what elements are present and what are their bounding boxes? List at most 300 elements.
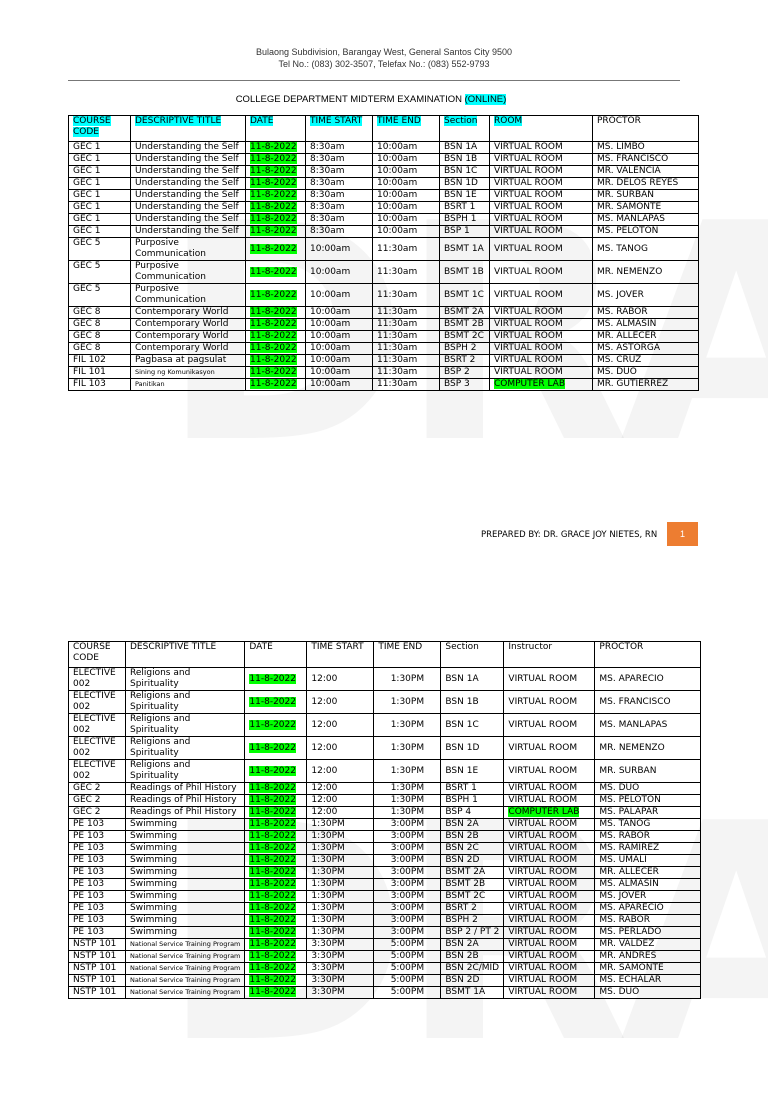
cell-text: MS. TANOG — [599, 819, 651, 829]
cell-text: Purposive Communication — [135, 284, 206, 305]
cell-text: National Service Training Program — [130, 964, 241, 972]
section-cell — [440, 190, 490, 202]
descriptive-title-cell — [126, 903, 245, 915]
time-end-cell — [374, 819, 441, 831]
cell-text: BSPH 2 — [445, 915, 478, 925]
course-code-cell — [69, 963, 126, 975]
cell-text: VIRTUAL ROOM — [494, 142, 563, 152]
descriptive-title-cell — [126, 927, 245, 939]
exam-date-cell — [246, 166, 306, 178]
time-end-cell — [373, 367, 440, 379]
time-end-cell — [373, 214, 440, 226]
cell-text: Understanding the Self — [135, 154, 239, 164]
proctor-cell — [595, 737, 701, 760]
cell-text: 8:30am — [310, 190, 345, 200]
cell-text: Swimming — [130, 831, 178, 841]
cell-text: 10:00am — [310, 379, 351, 389]
time-start-cell — [307, 807, 374, 819]
header-row — [69, 116, 699, 142]
cell-text: 12:00 — [311, 783, 338, 793]
cell-text: 3:30PM — [311, 963, 345, 973]
time-start-cell — [306, 214, 373, 226]
exam-date-cell — [246, 367, 306, 379]
time-end-cell — [374, 987, 441, 999]
room-cell — [490, 379, 593, 391]
cell-text: FIL 102 — [73, 355, 106, 365]
column-header-label: DATE — [249, 642, 273, 652]
prepared-by: PREPARED BY: DR. GRACE JOY NIETES, RN — [481, 530, 658, 540]
exam-date-cell — [245, 987, 307, 999]
course-code-cell — [69, 307, 131, 319]
exam-date-cell — [246, 379, 306, 391]
cell-text: 1:30PM — [390, 719, 425, 730]
cell-text: BSN 2C — [445, 843, 479, 853]
cell-text: 3:00PM — [390, 915, 425, 925]
table-row — [69, 190, 699, 202]
cell-text: Understanding the Self — [135, 202, 239, 212]
section-cell — [441, 737, 504, 760]
proctor-cell — [595, 760, 701, 783]
time-start-cell — [306, 307, 373, 319]
exam-date-cell — [246, 142, 306, 154]
exam-date-cell — [245, 879, 307, 891]
cell-text: 11-8-2022 — [249, 673, 296, 684]
room-cell — [504, 714, 595, 737]
time-end-cell — [373, 178, 440, 190]
cell-text: VIRTUAL ROOM — [494, 343, 563, 353]
cell-text: VIRTUAL ROOM — [494, 226, 563, 236]
section-cell — [440, 154, 490, 166]
table-row — [69, 760, 701, 783]
cell-text: VIRTUAL ROOM — [508, 783, 578, 793]
header-divider — [68, 80, 680, 81]
table-row — [69, 855, 701, 867]
proctor-cell — [593, 379, 699, 391]
cell-text: MS. DUO — [597, 367, 637, 377]
course-code-cell — [69, 903, 126, 915]
room-cell — [490, 142, 593, 154]
course-code-cell — [69, 284, 131, 307]
proctor-cell — [595, 975, 701, 987]
cell-text: Readings of Phil History — [130, 795, 237, 805]
time-start-cell — [306, 379, 373, 391]
course-code-cell — [69, 331, 131, 343]
time-end-cell — [374, 714, 441, 737]
course-code-cell — [69, 367, 131, 379]
cell-text: Understanding the Self — [135, 178, 239, 188]
column-header-label: DESCRIPTIVE TITLE — [130, 642, 217, 652]
cell-text: 11-8-2022 — [249, 915, 296, 925]
exam-date-cell — [245, 819, 307, 831]
cell-text: GEC 1 — [73, 202, 101, 212]
time-start-cell — [306, 261, 373, 284]
cell-text: National Service Training Program — [130, 976, 241, 984]
descriptive-title-cell — [126, 795, 245, 807]
column-header — [126, 642, 245, 668]
time-start-cell — [306, 226, 373, 238]
course-code-cell — [69, 691, 126, 714]
cell-text: BSMT 2B — [445, 879, 486, 889]
cell-text: 5:00PM — [390, 987, 425, 997]
cell-text: Understanding the Self — [135, 226, 239, 236]
cell-text: 12:00 — [311, 807, 338, 817]
time-start-cell — [307, 927, 374, 939]
cell-text: BSN 1B — [445, 696, 479, 707]
section-cell — [441, 843, 504, 855]
proctor-cell — [593, 355, 699, 367]
cell-text: MS. DUO — [599, 987, 640, 997]
proctor-cell — [593, 190, 699, 202]
cell-text: 11-8-2022 — [250, 202, 297, 212]
cell-text: 10:00am — [377, 154, 418, 164]
time-start-cell — [306, 355, 373, 367]
column-header — [245, 642, 307, 668]
proctor-cell — [595, 831, 701, 843]
cell-text: 11-8-2022 — [249, 819, 296, 829]
cell-text: 10:00am — [377, 214, 418, 224]
cell-text: 11:30am — [377, 343, 418, 353]
course-code-cell — [69, 737, 126, 760]
cell-text: MR. NEMENZO — [599, 742, 665, 753]
time-end-cell — [373, 261, 440, 284]
proctor-cell — [593, 284, 699, 307]
time-start-cell — [306, 142, 373, 154]
time-end-cell — [374, 807, 441, 819]
cell-text: Swimming — [130, 891, 178, 901]
proctor-cell — [595, 951, 701, 963]
cell-text: 10:00am — [377, 142, 418, 152]
cell-text: 11-8-2022 — [250, 142, 297, 152]
proctor-cell — [593, 343, 699, 355]
table-row — [69, 668, 701, 691]
section-cell — [441, 691, 504, 714]
column-header — [69, 116, 131, 142]
exam-date-cell — [246, 226, 306, 238]
descriptive-title-cell — [131, 319, 246, 331]
proctor-cell — [595, 879, 701, 891]
table-row — [69, 319, 699, 331]
time-end-cell — [373, 307, 440, 319]
cell-text: 12:00 — [311, 795, 338, 805]
cell-text: BSP 2 — [444, 367, 470, 377]
column-header — [306, 116, 373, 142]
descriptive-title-cell — [131, 214, 246, 226]
cell-text: Swimming — [130, 915, 178, 925]
cell-text: GEC 1 — [73, 226, 101, 236]
cell-text: National Service Training Program — [130, 988, 241, 996]
course-code-cell — [69, 261, 131, 284]
cell-text: PE 103 — [73, 915, 105, 925]
section-cell — [440, 226, 490, 238]
table-row — [69, 166, 699, 178]
cell-text: 11:30am — [377, 319, 418, 329]
cell-text: 11-8-2022 — [250, 178, 297, 188]
course-code-cell — [69, 190, 131, 202]
column-header — [593, 116, 699, 142]
cell-text: 3:30PM — [311, 939, 345, 949]
cell-text: 3:00PM — [390, 879, 425, 889]
descriptive-title-cell — [131, 142, 246, 154]
cell-text: 3:00PM — [390, 831, 425, 841]
exam-date-cell — [245, 843, 307, 855]
exam-schedule-table-1 — [68, 115, 699, 391]
proctor-cell — [595, 963, 701, 975]
cell-text: 10:00am — [377, 178, 418, 188]
cell-text: Purposive Communication — [135, 238, 206, 259]
table-row — [69, 261, 699, 284]
cell-text: 11-8-2022 — [250, 154, 297, 164]
cell-text: 11-8-2022 — [250, 331, 297, 341]
cell-text: GEC 8 — [73, 319, 101, 329]
course-code-cell — [69, 987, 126, 999]
course-code-cell — [69, 178, 131, 190]
table-row — [69, 284, 699, 307]
cell-text: 11-8-2022 — [249, 742, 296, 753]
cell-text: 3:00PM — [390, 855, 425, 865]
proctor-cell — [595, 668, 701, 691]
cell-text: MS. CRUZ — [597, 355, 642, 365]
time-end-cell — [374, 855, 441, 867]
cell-text: BSN 2C/MID — [445, 963, 500, 973]
section-cell — [440, 238, 490, 261]
proctor-cell — [595, 867, 701, 879]
cell-text: MS. FRANCISCO — [599, 696, 671, 707]
cell-text: 12:00 — [311, 719, 338, 730]
cell-text: 1:30PM — [311, 903, 345, 913]
time-end-cell — [373, 166, 440, 178]
cell-text: MS. FRANCISCO — [597, 154, 669, 164]
room-cell — [504, 807, 595, 819]
cell-text: MS. APARECIO — [599, 903, 664, 913]
time-end-cell — [374, 831, 441, 843]
exam-date-cell — [245, 891, 307, 903]
cell-text: 1:30PM — [390, 696, 425, 707]
cell-text: VIRTUAL ROOM — [508, 742, 578, 753]
table-row — [69, 891, 701, 903]
section-cell — [440, 355, 490, 367]
cell-text: VIRTUAL ROOM — [508, 879, 578, 889]
column-header — [131, 116, 246, 142]
descriptive-title-cell — [131, 238, 246, 261]
cell-text: VIRTUAL ROOM — [508, 819, 578, 829]
cell-text: VIRTUAL ROOM — [508, 765, 578, 776]
cell-text: VIRTUAL ROOM — [494, 202, 563, 212]
cell-text: 11-8-2022 — [250, 319, 297, 329]
cell-text: VIRTUAL ROOM — [508, 903, 578, 913]
descriptive-title-cell — [131, 166, 246, 178]
cell-text: BSN 2D — [445, 855, 480, 865]
cell-text: GEC 5 — [73, 284, 101, 294]
course-code-cell — [69, 226, 131, 238]
cell-text: Swimming — [130, 867, 178, 877]
time-start-cell — [307, 963, 374, 975]
cell-text: 12:00 — [311, 742, 338, 753]
cell-text: MS. MANLAPAS — [597, 214, 665, 224]
exam-date-cell — [245, 951, 307, 963]
cell-text: VIRTUAL ROOM — [494, 331, 563, 341]
time-start-cell — [307, 714, 374, 737]
room-cell — [490, 367, 593, 379]
cell-text: MS. ALMASIN — [599, 879, 659, 889]
cell-text: 11-8-2022 — [250, 190, 297, 200]
cell-text: GEC 1 — [73, 154, 101, 164]
cell-text: MS. PELOTON — [597, 226, 659, 236]
cell-text: VIRTUAL ROOM — [508, 951, 578, 961]
column-header — [373, 116, 440, 142]
room-cell — [504, 927, 595, 939]
table-row — [69, 154, 699, 166]
cell-text: VIRTUAL ROOM — [494, 319, 563, 329]
cell-text: ELECTIVE 002 — [73, 737, 116, 758]
time-start-cell — [307, 668, 374, 691]
cell-text: 10:00am — [377, 202, 418, 212]
cell-text: MS. PALAPAR — [599, 807, 659, 817]
cell-text: MR. VALDEZ — [599, 939, 655, 949]
room-cell — [504, 879, 595, 891]
descriptive-title-cell — [126, 737, 245, 760]
table-row — [69, 214, 699, 226]
descriptive-title-cell — [131, 343, 246, 355]
exam-date-cell — [245, 783, 307, 795]
cell-text: 10:00am — [310, 367, 351, 377]
cell-text: 11-8-2022 — [250, 243, 297, 254]
cell-text: GEC 2 — [73, 807, 101, 817]
cell-text: MR. ALLECER — [597, 331, 657, 341]
column-header — [595, 642, 701, 668]
cell-text: BSN 1D — [444, 178, 478, 188]
table-row — [69, 343, 699, 355]
column-header-label: TIME END — [378, 642, 423, 652]
cell-text: BSMT 1B — [444, 266, 484, 277]
section-cell — [440, 178, 490, 190]
cell-text: MS. ECHALAR — [599, 975, 662, 985]
cell-text: 3:30PM — [311, 951, 345, 961]
cell-text: 11-8-2022 — [250, 343, 297, 353]
cell-text: 3:00PM — [390, 891, 425, 901]
cell-text: 10:00am — [310, 307, 351, 317]
descriptive-title-cell — [131, 355, 246, 367]
section-cell — [441, 975, 504, 987]
cell-text: 11-8-2022 — [249, 719, 296, 730]
cell-text: 5:00PM — [390, 975, 425, 985]
exam-date-cell — [245, 795, 307, 807]
room-cell — [490, 214, 593, 226]
time-end-cell — [374, 951, 441, 963]
course-code-cell — [69, 783, 126, 795]
cell-text: MS. UMALI — [599, 855, 647, 865]
proctor-cell — [595, 891, 701, 903]
cell-text: FIL 103 — [73, 379, 106, 389]
time-start-cell — [307, 987, 374, 999]
cell-text: Readings of Phil History — [130, 783, 237, 793]
cell-text: 3:00PM — [390, 819, 425, 829]
proctor-cell — [593, 178, 699, 190]
cell-text: GEC 2 — [73, 783, 101, 793]
cell-text: NSTP 101 — [73, 975, 117, 985]
time-end-cell — [373, 142, 440, 154]
cell-text: 11-8-2022 — [249, 807, 296, 817]
cell-text: 11-8-2022 — [250, 266, 297, 277]
cell-text: PE 103 — [73, 903, 105, 913]
cell-text: MR. ANDRES — [599, 951, 657, 961]
room-cell — [490, 355, 593, 367]
time-end-cell — [374, 939, 441, 951]
column-header-label: Section — [445, 642, 479, 652]
cell-text: 8:30am — [310, 142, 345, 152]
descriptive-title-cell — [126, 855, 245, 867]
time-start-cell — [307, 783, 374, 795]
cell-text: 1:30PM — [311, 891, 345, 901]
time-start-cell — [307, 737, 374, 760]
descriptive-title-cell — [126, 963, 245, 975]
proctor-cell — [595, 819, 701, 831]
cell-text: Understanding the Self — [135, 166, 239, 176]
exam-date-cell — [245, 737, 307, 760]
room-cell — [504, 963, 595, 975]
room-cell — [504, 975, 595, 987]
cell-text: 3:00PM — [390, 843, 425, 853]
section-cell — [440, 307, 490, 319]
cell-text: 1:30PM — [311, 927, 345, 937]
course-code-cell — [69, 879, 126, 891]
cell-text: VIRTUAL ROOM — [508, 927, 578, 937]
cell-text: MR. VALENCIA — [597, 166, 661, 176]
descriptive-title-cell — [126, 831, 245, 843]
cell-text: NSTP 101 — [73, 963, 117, 973]
course-code-cell — [69, 379, 131, 391]
cell-text: 10:00am — [377, 226, 418, 236]
proctor-cell — [595, 927, 701, 939]
exam-schedule-table-2 — [68, 641, 701, 999]
document-title — [0, 94, 742, 105]
descriptive-title-cell — [126, 975, 245, 987]
school-address: Bulaong Subdivision, Barangay West, General Santos City 9500 — [256, 47, 512, 57]
room-cell — [504, 939, 595, 951]
descriptive-title-cell — [131, 178, 246, 190]
room-cell — [504, 668, 595, 691]
section-cell — [441, 807, 504, 819]
proctor-cell — [593, 261, 699, 284]
cell-text: VIRTUAL ROOM — [494, 214, 563, 224]
descriptive-title-cell — [131, 154, 246, 166]
table-row — [69, 783, 701, 795]
cell-text: Sining ng Komunikasyon — [135, 368, 215, 376]
cell-text: 10:00am — [310, 266, 351, 277]
cell-text: MR. SAMONTE — [599, 963, 664, 973]
cell-text: Pagbasa at pagsulat — [135, 355, 227, 365]
cell-text: VIRTUAL ROOM — [494, 154, 563, 164]
room-cell — [504, 760, 595, 783]
cell-text: MS. RABOR — [599, 915, 651, 925]
cell-text: GEC 1 — [73, 142, 101, 152]
cell-text: GEC 1 — [73, 190, 101, 200]
cell-text: BSMT 2C — [445, 891, 486, 901]
room-cell — [504, 783, 595, 795]
course-code-cell — [69, 807, 126, 819]
course-code-cell — [69, 843, 126, 855]
cell-text: MS. MANLAPAS — [599, 719, 668, 730]
time-start-cell — [306, 319, 373, 331]
time-end-cell — [374, 668, 441, 691]
table-row — [69, 795, 701, 807]
table-row — [69, 807, 701, 819]
cell-text: MS. RAMIREZ — [599, 843, 660, 853]
time-end-cell — [373, 284, 440, 307]
cell-text: VIRTUAL ROOM — [508, 795, 578, 805]
section-cell — [441, 760, 504, 783]
table-row — [69, 939, 701, 951]
time-start-cell — [307, 760, 374, 783]
